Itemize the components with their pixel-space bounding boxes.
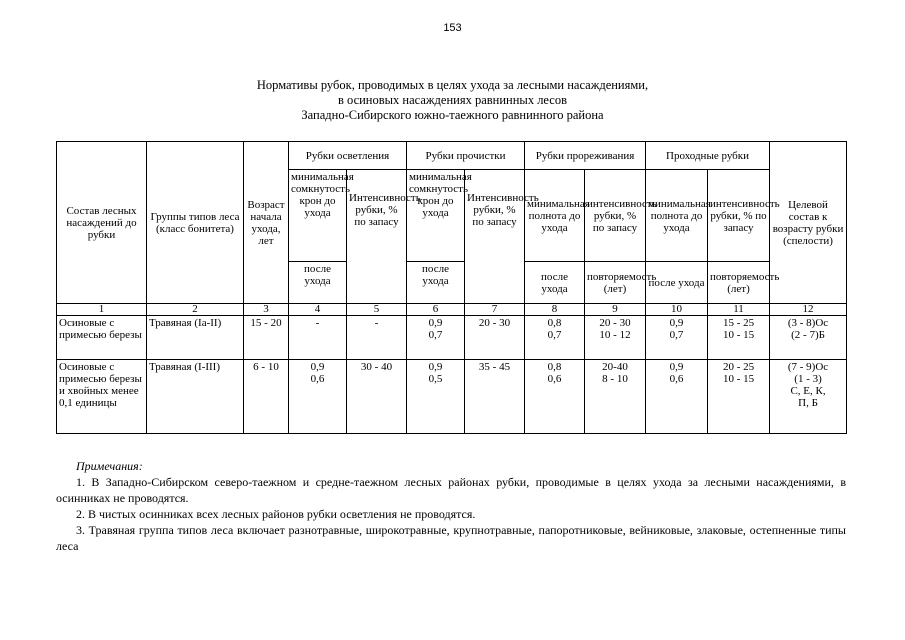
header-row-groups	[57, 142, 847, 170]
cell-target	[770, 316, 847, 360]
cell-prz-pol	[525, 316, 585, 360]
cell-value: 0,6	[310, 373, 325, 385]
column-number: 3	[244, 304, 289, 316]
note-2: 2. В чистых осинниках всех лесных районов рубки осветления не проводятся.	[76, 507, 476, 521]
cell-prz-int	[585, 360, 646, 434]
cell-value: 0,6	[547, 373, 562, 385]
cell-composition: Осиновые с примесью березы и хвойных менее 0,1 единицы	[57, 360, 147, 434]
header-osv-min-somk: минимальная сомкнутость крон до ухода	[289, 170, 347, 262]
cell-prz-pol	[525, 360, 585, 434]
cell-pro-min	[407, 360, 465, 434]
header-osv-intensity: Интенсивность рубки, % по запасу	[347, 170, 407, 304]
cell-forest-type: Травяная (Ia-II)	[147, 316, 244, 360]
cell-value: (7 - 9)Ос	[787, 361, 829, 373]
cell-value: 8 - 10	[602, 373, 628, 385]
cell-osv-min	[289, 360, 347, 434]
cell-age: 15 - 20	[244, 316, 289, 360]
cell-pro-int: 35 - 45	[465, 360, 525, 434]
column-number: 6	[407, 304, 465, 316]
cell-value: П, Б	[798, 397, 818, 409]
cell-value: 10 - 12	[599, 329, 631, 341]
table-row	[57, 316, 847, 360]
cell-value: 0,8	[547, 361, 562, 373]
header-prz-posle: после ухода	[525, 262, 585, 304]
column-number: 5	[347, 304, 407, 316]
column-number: 4	[289, 304, 347, 316]
cell-value: 20-40	[602, 361, 628, 373]
header-prochistki: Рубки прочистки	[407, 142, 525, 170]
cell-pro-min	[407, 316, 465, 360]
cell-value: 0,7	[428, 329, 443, 341]
cell-osv-int: 30 - 40	[347, 360, 407, 434]
header-osvetleniya: Рубки осветления	[289, 142, 407, 170]
header-pro-min-somk: минимальная сомкнутость крон до ухода	[407, 170, 465, 262]
header-forest-type: Группы типов леса (класс бонитета)	[147, 142, 244, 304]
table-row	[57, 360, 847, 434]
cell-value: 0,6	[669, 373, 684, 385]
norms-table	[56, 141, 847, 434]
title-line-3: Западно-Сибирского южно-таежного равнинного района	[301, 108, 604, 122]
cell-composition: Осиновые с примесью березы	[57, 316, 147, 360]
cell-prz-int	[585, 316, 646, 360]
cell-pro-int: 20 - 30	[465, 316, 525, 360]
cell-value: 0,8	[547, 317, 562, 329]
column-number: 9	[585, 304, 646, 316]
column-number: 7	[465, 304, 525, 316]
cell-prh-int	[708, 360, 770, 434]
header-prz-intensity: интенсивность рубки, % по запасу	[585, 170, 646, 262]
header-prh-posle: после ухода	[646, 262, 708, 304]
cell-value: 0,7	[547, 329, 562, 341]
cell-value: 10 - 15	[722, 329, 755, 341]
cell-value: 0,9	[428, 361, 443, 373]
cell-value: С, Е, К,	[790, 385, 826, 397]
cell-value: 0,9	[310, 361, 325, 373]
column-number: 1	[57, 304, 147, 316]
header-prh-intensity: интенсивность рубки, % по запасу	[708, 170, 770, 262]
cell-value: 0,5	[428, 373, 443, 385]
title-line-2: в осиновых насаждениях равнинных лесов	[337, 93, 567, 107]
header-prokhodnye: Проходные рубки	[646, 142, 770, 170]
cell-value: 15 - 25	[722, 317, 755, 329]
header-osv-posle: после ухода	[289, 262, 347, 304]
header-composition: Состав лесных насаждений до рубки	[57, 142, 147, 304]
notes-heading: Примечания:	[76, 459, 143, 473]
header-pro-posle: после ухода	[407, 262, 465, 304]
cell-value: 0,9	[669, 317, 684, 329]
header-prh-povtor: повторяемость (лет)	[708, 262, 770, 304]
cell-value: (2 - 7)Б	[791, 329, 825, 341]
cell-value: 20 - 30	[599, 317, 631, 329]
title-line-1: Нормативы рубок, проводимых в целях ухода за лесными насаждениями,	[256, 78, 649, 92]
document-title	[150, 78, 755, 123]
header-prz-povtor: повторяемость (лет)	[585, 262, 646, 304]
header-prz-min-polnota: минимальная полнота до ухода	[525, 170, 585, 262]
note-1: 1. В Западно-Сибирском северо-таежном и средне-таежном лесных районах рубки, проводимые в целях ухода за лесными насаждениями, в осинниках не проводятся.	[56, 475, 846, 505]
header-start-age: Возраст начала ухода, лет	[244, 142, 289, 304]
cell-prh-pol	[646, 316, 708, 360]
header-prh-min-polnota: минимальная полнота до ухода	[646, 170, 708, 262]
cell-value: (1 - 3)	[794, 373, 822, 385]
cell-target	[770, 360, 847, 434]
cell-value: 10 - 15	[722, 373, 755, 385]
note-3: 3. Травяная группа типов леса включает разнотравные, широкотравные, крупнотравные, папоротниковые, вейниковые, злаковые, остепненные типы леса	[56, 523, 846, 553]
column-number: 11	[708, 304, 770, 316]
cell-value: 0,7	[669, 329, 684, 341]
cell-value: 0,9	[669, 361, 684, 373]
cell-osv-min: -	[289, 316, 347, 360]
cell-forest-type: Травяная (I-III)	[147, 360, 244, 434]
column-number: 2	[147, 304, 244, 316]
column-number: 12	[770, 304, 847, 316]
page-number: 153	[443, 22, 462, 34]
header-pro-intensity: Интенсивность рубки, % по запасу	[465, 170, 525, 304]
cell-prh-pol	[646, 360, 708, 434]
column-number-row	[57, 304, 847, 316]
header-target-composition: Целевой состав к возрасту рубки (спелости)	[770, 142, 847, 304]
cell-value: 20 - 25	[722, 361, 755, 373]
column-number: 8	[525, 304, 585, 316]
column-number: 10	[646, 304, 708, 316]
cell-value: 0,9	[428, 317, 443, 329]
header-prorezhivaniya: Рубки прореживания	[525, 142, 646, 170]
cell-osv-int: -	[347, 316, 407, 360]
cell-value: (3 - 8)Ос	[787, 317, 829, 329]
cell-prh-int	[708, 316, 770, 360]
cell-age: 6 - 10	[244, 360, 289, 434]
notes-section	[56, 458, 846, 554]
